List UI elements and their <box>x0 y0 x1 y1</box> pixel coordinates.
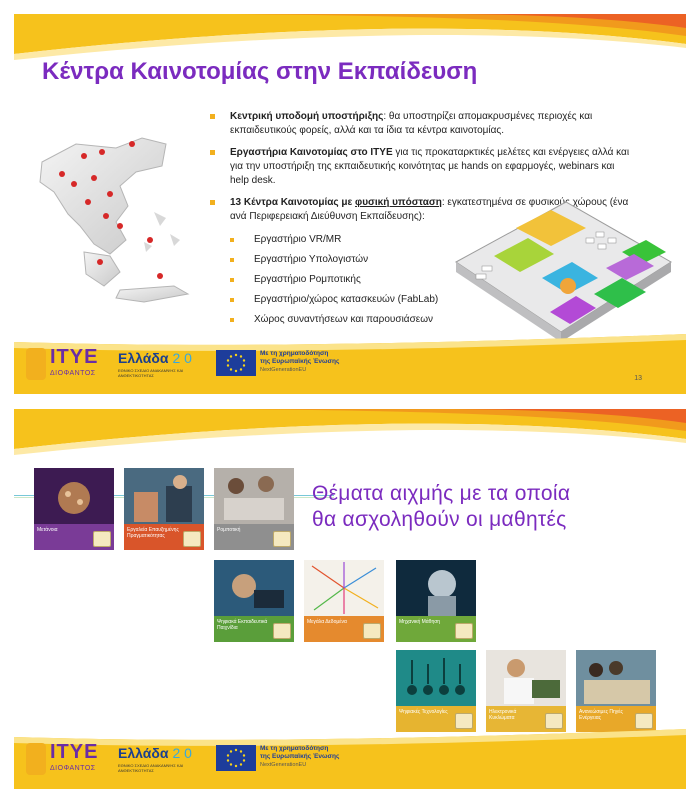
itye-logo <box>24 741 98 779</box>
tile-badge-icon <box>455 713 473 729</box>
footer-logos <box>24 739 444 779</box>
tile-image <box>34 468 114 524</box>
tile-badge-icon <box>635 713 653 729</box>
ellada-2-0-logo <box>118 350 192 366</box>
eu-funding-text <box>260 745 339 769</box>
tile-label: Μηχανική Μάθηση <box>399 619 441 625</box>
itye-emblem-icon <box>26 348 46 380</box>
tile-badge-icon <box>183 531 201 547</box>
tile-image <box>304 560 384 616</box>
bullet-heading: Κεντρική υποδομή υποστήριξης <box>230 111 384 122</box>
lab-item-label: Χώρος συναντήσεων και παρουσιάσεων <box>254 314 434 325</box>
topic-tile-electronic-circuits[interactable] <box>486 650 566 732</box>
ellada-logo-text: Ελλάδα <box>118 745 169 761</box>
itye-logo-text: ΙΤΥΕ <box>50 741 99 763</box>
tile-badge-icon <box>363 623 381 639</box>
lab-item-label: Εργαστήριο Υπολογιστών <box>254 254 369 265</box>
tile-label: Μεγάλα Δεδομένα <box>307 619 347 625</box>
sub-bullet-marker <box>230 318 234 322</box>
eu-flag-icon <box>216 745 256 771</box>
tile-label: Ψηφιακά Εκπαιδευτικά Παιχνίδια <box>217 619 268 631</box>
itye-logo <box>24 346 98 384</box>
tile-label: Ρομποτική <box>217 527 241 533</box>
bullet-heading: 13 Κέντρα Καινοτομίας με <box>230 197 356 208</box>
header-swoosh <box>14 409 686 479</box>
eu-funding-line: της Ευρωπαϊκής Ένωσης <box>260 358 340 365</box>
bullet-heading: Εργαστήρια Καινοτομίας στο ΙΤΥΕ <box>230 147 393 158</box>
tile-badge-icon <box>545 713 563 729</box>
topic-tile-big-data[interactable] <box>304 560 384 642</box>
slide-title <box>312 481 570 533</box>
lab-item-label: Εργαστήριο/χώρος κατασκευών (FabLab) <box>254 294 439 305</box>
bullet-text: : θα υποστηρίζει απομακρυσμένες περιοχές και εκπαιδευτικούς φορείς, αλλά και τα ίδια τα κέντρα καινοτομίας. <box>230 111 593 136</box>
greece-map-image <box>24 122 214 312</box>
tile-image <box>486 650 566 706</box>
ellada-logo-subtext: ΕΘΝΙΚΟ ΣΧΕΔΙΟ ΑΝΑΚΑΜΨΗΣ ΚΑΙ ΑΝΘΕΚΤΙΚΟΤΗΤΑΣ <box>118 368 184 378</box>
tile-image <box>124 468 204 524</box>
itye-logo-text: ΙΤΥΕ <box>50 346 99 368</box>
bullet-central-infrastructure <box>210 110 636 138</box>
itye-logo-subtext: ΔΙΟΦΑΝΤΟΣ <box>50 765 96 772</box>
ellada-logo-number: 2 0 <box>172 745 192 761</box>
eu-funding-text <box>260 350 339 374</box>
slide-title-line: Θέματα αιχμής με τα οποία <box>312 482 571 505</box>
sub-bullet-marker <box>230 278 234 282</box>
next-generation-eu-text: NextGenerationEU <box>260 367 307 373</box>
tile-label: Ψηφιακές Τεχνολογίες <box>399 709 448 715</box>
eu-flag-icon <box>216 350 256 376</box>
eu-funding-line: της Ευρωπαϊκής Ένωσης <box>260 753 340 760</box>
tile-label: Μετάνοια <box>37 527 58 533</box>
topic-tile-machine-learning[interactable] <box>396 560 476 642</box>
ellada-2-0-logo <box>118 745 192 761</box>
tile-image <box>214 560 294 616</box>
tile-badge-icon <box>273 623 291 639</box>
ellada-logo-text: Ελλάδα <box>118 350 169 366</box>
tile-badge-icon <box>455 623 473 639</box>
bullet-marker <box>210 150 215 155</box>
tile-label: Ανανεώσιμες Πηγές Ενέργειας <box>579 709 623 721</box>
topic-tile-augmented-reality[interactable] <box>124 468 204 550</box>
slide-innovation-centers <box>14 14 686 394</box>
topic-tile-digital-technologies[interactable] <box>396 650 476 732</box>
lab-item-label: Εργαστήριο VR/MR <box>254 234 342 245</box>
bullet-marker <box>210 200 215 205</box>
bullet-underline: φυσική υπόσταση <box>355 197 442 208</box>
footer-logos <box>24 344 444 384</box>
slide-hot-topics <box>14 409 686 789</box>
topic-tile-educational-games[interactable] <box>214 560 294 642</box>
itye-logo-subtext: ΔΙΟΦΑΝΤΟΣ <box>50 370 96 377</box>
next-generation-eu-text: NextGenerationEU <box>260 762 307 768</box>
tile-image <box>576 650 656 706</box>
topic-tile-robotics[interactable] <box>214 468 294 550</box>
bullet-text: για τις προκαταρκτικές μελέτες και ενέργειες αλλά και για την υποστήριξη της εκπαιδευτικής κοινότητας με hands on εφαρμογές, webinars και help desk. <box>230 147 630 186</box>
sub-bullet-marker <box>230 238 234 242</box>
sub-bullet-marker <box>230 258 234 262</box>
tile-badge-icon <box>273 531 291 547</box>
slide-title-line: θα ασχοληθούν οι μαθητές <box>312 508 567 531</box>
lab-item-label: Εργαστήριο Ρομποτικής <box>254 274 361 285</box>
tile-image <box>396 560 476 616</box>
topic-tile-renewable-energy[interactable] <box>576 650 656 732</box>
bullet-marker <box>210 114 215 119</box>
tile-label: Εργαλεία Επαυξημένης Πραγματικότητας <box>127 527 179 539</box>
page-number: 13 <box>634 375 642 382</box>
tile-badge-icon <box>93 531 111 547</box>
slide-title: Κέντρα Καινοτομίας στην Εκπαίδευση <box>42 58 478 85</box>
tile-image <box>214 468 294 524</box>
tile-label: Ηλεκτρονικά Κυκλώματα <box>489 709 517 721</box>
ellada-logo-number: 2 0 <box>172 350 192 366</box>
itye-emblem-icon <box>26 743 46 775</box>
eu-funding-line: Με τη χρηματοδότηση <box>260 350 329 357</box>
tile-image <box>396 650 476 706</box>
eu-funding-line: Με τη χρηματοδότηση <box>260 745 329 752</box>
topic-tile-metaverse[interactable] <box>34 468 114 550</box>
sub-bullet-marker <box>230 298 234 302</box>
ellada-logo-subtext: ΕΘΝΙΚΟ ΣΧΕΔΙΟ ΑΝΑΚΑΜΨΗΣ ΚΑΙ ΑΝΘΕΚΤΙΚΟΤΗΤΑΣ <box>118 763 184 773</box>
bullet-text: : εγκατεστημένα σε φυσικούς χώρους (ένα ανά Περιφερειακή Διεύθυνση Εκπαίδευσης): <box>230 197 629 222</box>
